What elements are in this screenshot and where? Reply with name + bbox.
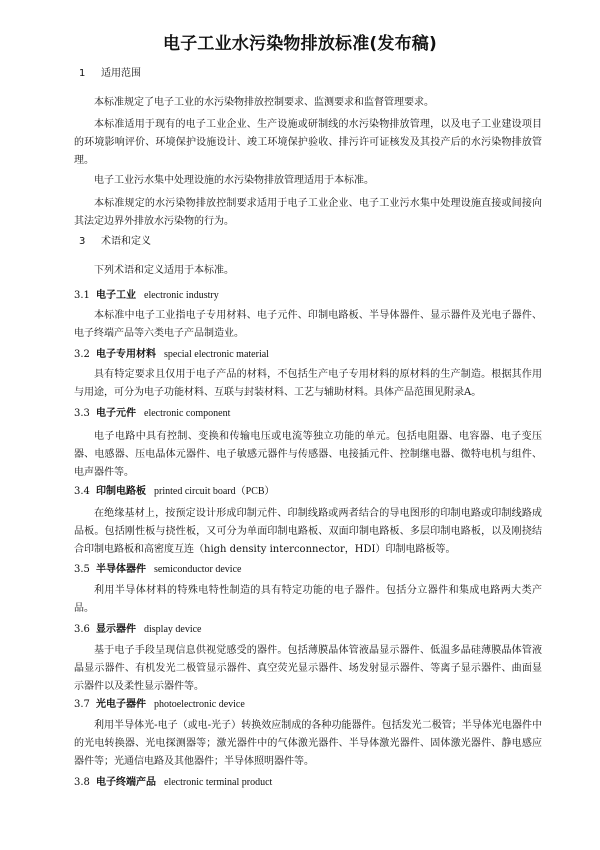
term-number: 3.8: [74, 777, 90, 788]
section-1-paragraph-3: 电子工业污水集中处理设施的水污染物排放管理适用于本标准。: [94, 175, 374, 186]
term-heading: [74, 347, 269, 363]
section-3-heading: [79, 234, 151, 250]
term-heading: [74, 484, 275, 500]
section-1-heading: [79, 66, 141, 82]
term-number: 3.7: [74, 699, 90, 710]
term-number: 3.5: [74, 564, 90, 575]
term-definition: 在绝缘基材上，按预定设计形成印制元件、印制线路或两者结合的导电图形的印制电路或印制线路成品板。包括刚性板与挠性板，又可分为单面印制电路板、双面印制电路板、多层印制电路板，以及刚挠结合印制电路板和高密度互连（high density interconnector，HDI）印制电路板等。: [74, 508, 542, 555]
term-english: electronic industry: [144, 290, 219, 301]
term-chinese: 光电子器件: [96, 699, 146, 710]
term-chinese: 印制电路板: [96, 486, 146, 497]
term-chinese: 电子工业: [96, 290, 136, 301]
term-number: 3.2: [74, 349, 90, 360]
term-definition: 电子电路中具有控制、变换和传输电压或电流等独立功能的单元。包括电阻器、电容器、电子变压器、电感器、压电晶体元器件、电子敏感元器件与传感器、电接插元件、控制继电器、微特电机与组件、电声器件等。: [74, 431, 542, 478]
term-chinese: 电子终端产品: [96, 777, 156, 788]
term-definition: 利用半导体材料的特殊电特性制造的具有特定功能的电子器件。包括分立器件和集成电路两大类产品。: [74, 585, 542, 614]
term-definition: 具有特定要求且仅用于电子产品的材料，不包括生产电子专用材料的原材料的生产制造。根据其作用与用途，可分为电子功能材料、互联与封装材料、工艺与辅助材料。具体产品范围见附录A。: [74, 369, 542, 398]
term-chinese: 半导体器件: [96, 564, 146, 575]
term-english: photoelectronic device: [154, 699, 245, 710]
section-3-label: 术语和定义: [101, 236, 151, 247]
term-heading: [74, 562, 241, 578]
term-heading: [74, 622, 201, 638]
section-1-paragraph-1: 本标准规定了电子工业的水污染物排放控制要求、监测要求和监督管理要求。: [94, 97, 434, 108]
term-english: electronic terminal product: [164, 777, 273, 788]
term-definition: 利用半导体光-电子（或电-光子）转换效应制成的各种功能器件。包括发光二极管；半导体光电器件中的光电转换器、光电探测器等；激光器件中的气体激光器件、半导体激光器件、固体激光器件、静电感应器件等；光通信电路及其他器件；半导体照明器件等。: [74, 720, 542, 767]
term-heading: [74, 775, 272, 791]
term-number: 3.6: [74, 624, 90, 635]
term-definition: 基于电子手段呈现信息供视觉感受的器件。包括薄膜晶体管液晶显示器件、低温多晶硅薄膜晶体管液晶显示器件、有机发光二极管显示器件、真空荧光显示器件、场发射显示器件、等离子显示器件、曲面显示器件以及柔性显示器件等。: [74, 645, 542, 692]
term-english: semiconductor device: [154, 564, 242, 575]
term-english: display device: [144, 624, 202, 635]
section-1-label: 适用范围: [101, 68, 141, 79]
section-3-number: 3: [79, 236, 86, 247]
term-number: 3.4: [74, 486, 90, 497]
term-chinese: 电子专用材料: [96, 349, 156, 360]
term-number: 3.3: [74, 408, 90, 419]
term-english: special electronic material: [164, 349, 269, 360]
document-title: 电子工业水污染物排放标准(发布稿): [163, 34, 437, 54]
term-definition: 本标准中电子工业指电子专用材料、电子元件、印制电路板、半导体器件、显示器件及光电子器件、电子终端产品等六类电子产品制造业。: [74, 310, 542, 339]
term-heading: [74, 697, 245, 713]
term-heading: [74, 288, 219, 304]
term-chinese: 电子元件: [96, 408, 136, 419]
term-english: printed circuit board（PCB）: [154, 486, 275, 497]
section-1-paragraph-2: 本标准适用于现有的电子工业企业、生产设施或研制线的水污染物排放管理，以及电子工业建设项目的环境影响评价、环境保护设施设计、竣工环境保护验收、排污许可证核发及其投产后的水污染物排放管理。: [74, 119, 542, 166]
section-3-intro: 下列术语和定义适用于本标准。: [94, 265, 234, 276]
term-english: electronic component: [144, 408, 231, 419]
term-chinese: 显示器件: [96, 624, 136, 635]
term-number: 3.1: [74, 290, 90, 301]
term-heading: [74, 406, 230, 422]
section-1-number: 1: [79, 68, 86, 79]
section-1-paragraph-4: 本标准规定的水污染物排放控制要求适用于电子工业企业、电子工业污水集中处理设施直接或间接向其法定边界外排放水污染物的行为。: [74, 198, 542, 227]
